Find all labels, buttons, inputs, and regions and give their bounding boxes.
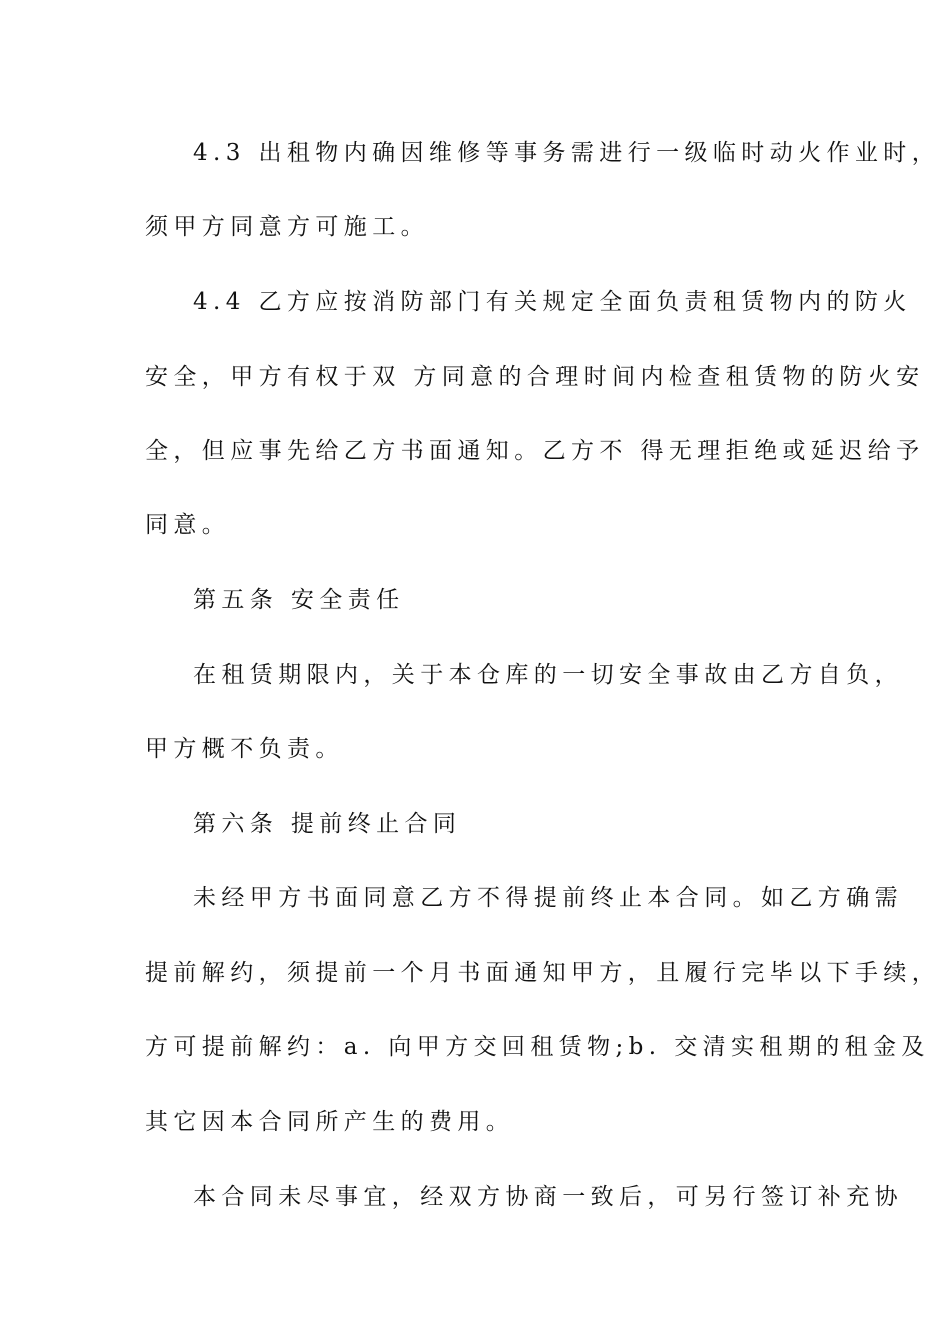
article-5-body-line-1: 在租赁期限内，关于本仓库的一切安全事故由乙方自负， [193,662,903,688]
paragraph-4-3-line-1: 4.3 出租物内确因维修等事务需进行一级临时动火作业时， [193,140,941,166]
paragraph-4-4-line-3: 全，但应事先给乙方书面通知。乙方不 得无理拒绝或延迟给予 [145,438,925,464]
article-5-heading: 第五条 安全责任 [193,587,405,613]
article-6-body-line-1: 未经甲方书面同意乙方不得提前终止本合同。如乙方确需 [193,885,903,911]
paragraph-4-3-line-2: 须甲方同意方可施工。 [145,214,429,240]
article-6-body-line-4: 其它因本合同所产生的费用。 [145,1109,515,1135]
closing-paragraph-line-1: 本合同未尽事宜，经双方协商一致后，可另行签订补充协 [193,1184,903,1210]
article-6-body-line-2: 提前解约，须提前一个月书面通知甲方，且履行完毕以下手续， [145,960,941,986]
article-6-heading: 第六条 提前终止合同 [193,811,462,837]
paragraph-4-4-line-1: 4.4 乙方应按消防部门有关规定全面负责租赁物内的防火 [193,289,912,315]
paragraph-4-4-line-4: 同意。 [145,512,231,538]
article-6-body-line-3: 方可提前解约：a. 向甲方交回租赁物;b. 交清实租期的租金及 [145,1034,930,1060]
article-5-body-line-2: 甲方概不负责。 [145,736,344,762]
paragraph-4-4-line-2: 安全，甲方有权于双 方同意的合理时间内检查租赁物的防火安 [145,364,925,390]
